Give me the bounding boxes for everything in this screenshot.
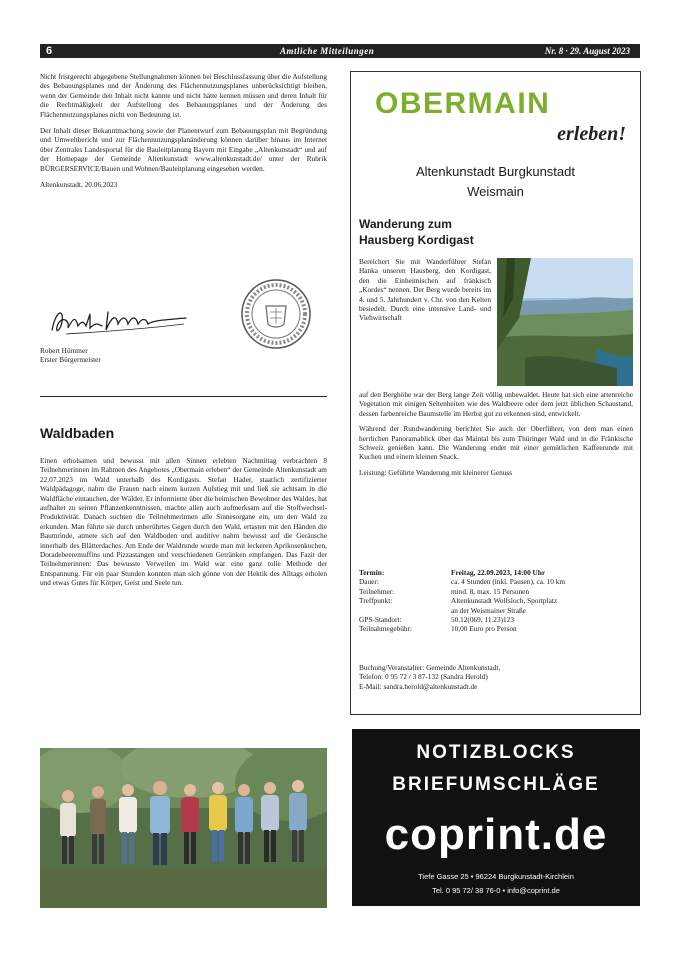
page-number: 6 <box>46 45 53 57</box>
booking-info <box>359 663 633 691</box>
schedule-row: Teilnahmegebühr: 10,00 Euro pro Person <box>359 624 517 634</box>
page-header <box>40 44 640 58</box>
issue-info: Nr. 8 · 29. August 2023 <box>544 46 630 56</box>
event-schedule <box>359 568 635 634</box>
schedule-row: an der Weismainer Straße <box>451 605 526 615</box>
signature-block <box>40 278 327 368</box>
schedule-row: Termin: Freitag, 22.09.2023, 14:00 Uhr <box>359 568 546 577</box>
official-seal <box>240 278 312 350</box>
towns-line-2: Weismain <box>467 184 524 199</box>
booking-email[interactable]: E-Mail: sandra.herold@altenkunstadt.de <box>359 681 478 691</box>
notice-place-date: Altenkunstadt, 20.06.2023 <box>40 180 118 190</box>
obermain-tagline: erleben! <box>557 123 626 145</box>
event-title-line-2: Hausberg Kordigast <box>359 233 474 247</box>
schedule-row: Dauer: ca. 4 Stunden (inkl. Pausen), ca. 10 km <box>359 577 566 587</box>
ad-contact: Tel. 0 95 72/ 38 76-0 • info@coprint.de <box>432 886 560 895</box>
ad-address: Tiefe Gasse 25 • 96224 Burgkunstadt-Kirchlein <box>418 872 574 881</box>
event-description <box>359 390 633 477</box>
obermain-event-box <box>350 71 641 715</box>
event-continuation: auf den Berghöhe war der Berg lange Zeit völlig unbewaldet. Heute hat sich eine artenreiche Vegetation mit einigen Seltenheiten wie des Waldbeere oder dem jetzt üblichen Schaustand, dessen farbenreiche Baumstelle im Herbst gut zu erkennen sind, entwickelt. <box>359 390 633 418</box>
signer-name: Robert Hümmer <box>40 346 88 355</box>
booking-organizer: Buchung/Veranstalter: Gemeinde Altenkunstadt, <box>359 663 501 672</box>
schedule-row: Treffpunkt: Altenkunstadt Wolfsloch, Sportplatz <box>359 596 558 606</box>
notice-paragraph-1: Nicht fristgerecht abgegebene Stellungnahmen können bei Beschlussfassung über die Aufstellung des Bebauungsplanes und der Änderung des Flächennutzungsplanes unberücksichtigt bleiben, wenn der Gemeinde den Inhalt nicht kannte und nicht hätte kennen müssen und deren Inhalt für die Rechtmäßigkeit der Aufstellung des Bebauungsplanes und der Änderung des Flächennutzungsplanes nicht von Bedeutung ist. <box>40 72 327 119</box>
notice-text <box>40 72 327 189</box>
ad-brand-logo: coprint.de <box>384 810 608 859</box>
signer-title: Erster Bürgermeister <box>40 355 101 365</box>
event-level: Leistung: Geführte Wanderung mit kleinerer Genuss <box>359 467 513 477</box>
notice-paragraph-2: Der Inhalt dieser Bekanntmachung sowie der Planentwurf zum Bebauungsplan mit Begründung und Umweltbericht und zur Flächennutzungsplanänderung können darüber hinaus im Internet über Zentrales Landesportal für die Bauleitplanung Bayern mit Eingabe „Altenkunstadt“ und auf der Homepage der Gemeinde Altenkunstadt www.altenkunstadt.de/ unter der Rubrik BÜRGERSERVICE/Bauen und Wohnen/Bauleitplanung eingesehen werden. <box>40 126 327 173</box>
event-continuation-2: Während der Rundwanderung berichtet Sie auch der Oberführer, von dem man einen herrlichen Panoramablick über das Maintal bis zum Thüringer Wald und in die Fränkische Schweiz genießen kann. Die Wanderung endet mit einer gemütlichen Kaffeerunde mit Kuchen und einem kleinen Snack. <box>359 424 633 462</box>
towns-line-1: Altenkunstadt Burgkunstadt <box>416 164 575 179</box>
signer <box>40 346 101 365</box>
coprint-advertisement <box>352 729 640 906</box>
kordigast-photo <box>497 258 633 386</box>
ad-line-notizblocks: NOTIZBLOCKS <box>416 742 576 763</box>
group-photo <box>40 748 327 908</box>
ad-line-briefumschlaege: BRIEFUMSCHLÄGE <box>392 774 600 795</box>
publication-name: Amtliche Mitteilungen <box>280 46 375 56</box>
kordigast-landscape-image <box>497 258 633 386</box>
handwritten-signature <box>46 302 196 342</box>
event-intro: Bereichert Sie mit Wanderführer Stefan Hanka unseren Hausberg, den Kordigast, den die Einheimischen auf fränkisch „Kordes“ nennen. Der Berg wurde bereits im 4. und 5. Jahrhundert v. Chr. von den Kelten besiedelt. Durch eine intensive Land- und Viehwirtschaft <box>359 257 491 323</box>
schedule-row: Teilnehmer: mind. 8, max. 15 Personen <box>359 586 530 596</box>
waldbaden-text: Einen erholsamen und bewusst mit allen Sinnen erlebten Nachmittag verbrachten 8 Teilnehmerinnen im Rahmen des Angebotes „Obermain erleben“ der Gemeinde Altenkunstadt am 22.07.2023 im Wald unterhalb des Kordigasts. Stefan Hader, staatlich zertifizierter Waldpädagoge, nahm die Frauen nach einem kurzen Aufstieg mit und ließ sie achtsam in die Waldfläche eintauchen, der Wälder. Er informierte über die heimischen Bewohner des Waldes, hat aufhaltet zu seinen Pflanzenkenntnissen, machte allen auch aufmerksam auf die Stoffwechsel-Produktivität. Danach suchten die Teilnehmerinnen alle Sinnesorgane ein, um den Wald zu erkunden. Man führte sie durch unberührtes Gegen durch den Wald, ertasten mit den Händen die Baumrinde, atmete sich auf den Waldboden und auditive nahm bewusst auf die Geräusche innerhalb des Blätterdaches. Am Ende der Waldrunde wurde man mit leckeren Aprikosenkuchen, Doradebeeremuffins und Pizzastangen und verschiedenen Getränken empfangen. Das Fazit der Teilnehmerinnen: Das bewusste Verweilen im Wald war eine ganz tolle Methode der Entspannung. Für ein paar Stunden konnten man sich gönne von der Hektik des Alltags erholen und etwas Gutes für Körper, Geist und Seele tun. <box>40 456 327 588</box>
schedule-row: GPS-Standort: 50.12(069, 11.23)123 <box>359 615 514 625</box>
group-photo-image <box>40 748 327 908</box>
obermain-logo: OBERMAIN <box>375 87 551 120</box>
booking-phone: Telefon: 0 95 72 / 3 87-132 (Sandra Herold) <box>359 672 488 682</box>
section-divider <box>40 396 327 397</box>
waldbaden-title: Waldbaden <box>40 425 115 441</box>
event-title-line-1: Wanderung zum <box>359 217 452 231</box>
